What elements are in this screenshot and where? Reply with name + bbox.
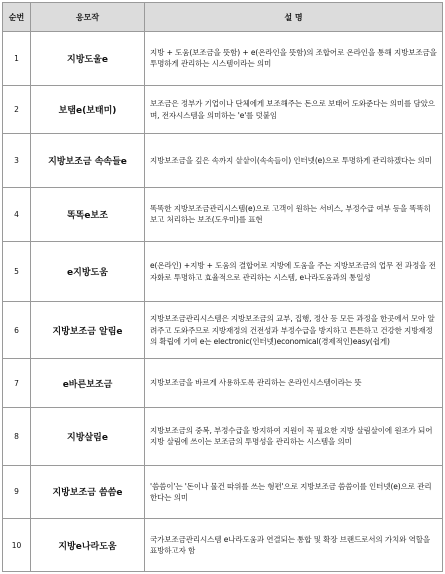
table-body: [3, 32, 443, 572]
row-description: 지방보조금을 바르게 사용하도록 관리하는 온라인시스템이라는 뜻: [145, 359, 443, 408]
table-row: [3, 85, 443, 134]
row-entry: 지방도울e: [31, 32, 145, 86]
row-number: 6: [3, 302, 31, 359]
header-entry: 응모작: [31, 3, 145, 32]
row-number: 9: [3, 465, 31, 519]
row-entry: 보탬e(보태미): [31, 85, 145, 134]
row-entry: 지방살림e: [31, 407, 145, 465]
row-number: 3: [3, 134, 31, 188]
row-entry: 지방보조금 속속들e: [31, 134, 145, 188]
row-number: 5: [3, 241, 31, 302]
row-description: 국가보조금관리시스템 e나라도움과 연결되는 통합 및 확장 브랜드로서의 가치와 역할을 표방하고자 함: [145, 519, 443, 572]
table-row: [3, 32, 443, 86]
row-entry: e바른보조금: [31, 359, 145, 408]
header-row: [3, 3, 443, 32]
row-number: 10: [3, 519, 31, 572]
row-description: 똑똑한 지방보조금관리시스템(e)으로 고객이 원하는 서비스, 부정수급 여부 등을 똑똑히 보고 처리하는 보조(도우미)를 표현: [145, 188, 443, 242]
header-description: 설 명: [145, 3, 443, 32]
table-row: [3, 241, 443, 302]
row-number: 4: [3, 188, 31, 242]
row-description: 지방보조금관리시스템은 지방보조금의 교부, 집행, 정산 등 모든 과정을 한곳에서 모아 알려주고 도와주므로 지방재정의 건전성과 부정수급을 방지하고 튼튼하고 건강한 지방재정의 확립에 기여 e는 electronic(인터넷)economical(경제적인)easy(쉽게): [145, 302, 443, 359]
table-row: [3, 407, 443, 465]
row-number: 2: [3, 85, 31, 134]
row-number: 1: [3, 32, 31, 86]
row-description: 지방 + 도움(보조금을 뜻함) + e(온라인을 뜻함)의 조합어로 온라인을 통해 지방보조금을 투명하게 관리하는 시스템이라는 의미: [145, 32, 443, 86]
row-entry: e지방도움: [31, 241, 145, 302]
row-description: 지방보조금의 중복, 부정수급을 방지하여 지원이 꼭 필요한 지방 살림살이에 원조가 되어 지방 살림에 쓰이는 보조금의 투명성을 관리하는 시스템을 의미: [145, 407, 443, 465]
table-row: [3, 302, 443, 359]
row-entry: 지방e나라도움: [31, 519, 145, 572]
table-row: [3, 359, 443, 408]
row-description: 지방보조금을 깊은 속까지 샅샅이(속속들이) 인터넷(e)으로 투명하게 관리하겠다는 의미: [145, 134, 443, 188]
row-entry: 지방보조금 알림e: [31, 302, 145, 359]
row-number: 7: [3, 359, 31, 408]
row-entry: 똑똑e보조: [31, 188, 145, 242]
header-number: 순번: [3, 3, 31, 32]
table-row: [3, 188, 443, 242]
row-number: 8: [3, 407, 31, 465]
row-description: 보조금은 정부가 기업이나 단체에게 보조해주는 돈으로 보태어 도와준다는 의미를 담았으며, 전자시스템을 의미하는 'e'를 덧붙임: [145, 85, 443, 134]
table-row: [3, 519, 443, 572]
row-entry: 지방보조금 씀씀e: [31, 465, 145, 519]
row-description: '씀씀이'는 '돈이나 물건 따위를 쓰는 형편'으로 지방보조금 씀씀이를 인터넷(e)으로 관리한다는 의미: [145, 465, 443, 519]
table-header: [3, 3, 443, 32]
table-row: [3, 134, 443, 188]
row-description: e(온라인) +지방 + 도움의 결합어로 지방에 도움을 주는 지방보조금의 업무 전 과정을 전자화로 투명하고 효율적으로 관리하는 시스템, e나라도움과의 통일성: [145, 241, 443, 302]
naming-contest-table: [2, 2, 443, 572]
table-row: [3, 465, 443, 519]
naming-contest-table-container: [2, 2, 443, 572]
